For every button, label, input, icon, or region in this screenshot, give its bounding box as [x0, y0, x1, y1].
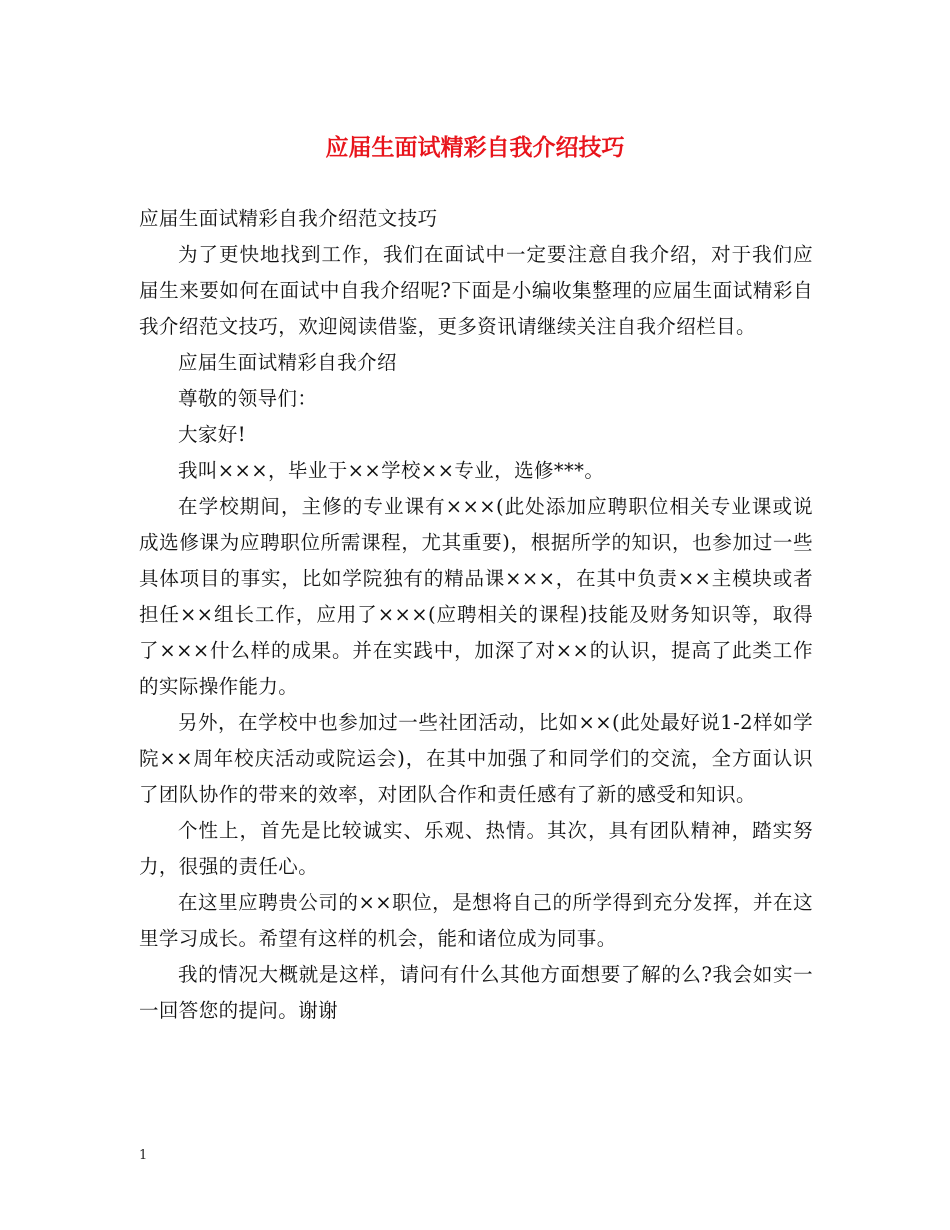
paragraph: 大家好! — [178, 423, 246, 446]
paragraph: 我叫×××，毕业于××学校××专业，选修***。 — [178, 459, 605, 482]
paragraph: 在学校期间，主修的专业课有×××(此处添加应聘职位相关专业课或说成选修课为应聘职位所需课程，尤其重要)，根据所学的知识，也参加过一些具体项目的事实，比如学院独有的精品课×××，在其中负责××主模块或者担任××组长工作，应用了×××(应聘相关的课程)技能及财务知识等，取得了×××什么样的成果。并在实践中，加深了对××的认识，提高了此类工作的实际操作能力。 — [139, 495, 813, 698]
paragraph: 我的情况大概就是这样，请问有什么其他方面想要了解的么?我会如实一一回答您的提问。谢谢 — [139, 963, 813, 1022]
paragraph: 应届生面试精彩自我介绍范文技巧 — [139, 207, 438, 230]
paragraph: 在这里应聘贵公司的××职位，是想将自己的所学得到充分发挥，并在这里学习成长。希望有这样的机会，能和诸位成为同事。 — [139, 891, 813, 950]
paragraph: 尊敬的领导们： — [178, 387, 318, 410]
paragraph: 应届生面试精彩自我介绍 — [178, 351, 397, 374]
document-body — [139, 201, 813, 1029]
paragraph: 个性上，首先是比较诚实、乐观、热情。其次，具有团队精神，踏实努力，很强的责任心。 — [139, 819, 813, 878]
document-title: 应届生面试精彩自我介绍技巧 — [325, 134, 625, 161]
paragraph: 为了更快地找到工作，我们在面试中一定要注意自我介绍，对于我们应届生来要如何在面试中自我介绍呢?下面是小编收集整理的应届生面试精彩自我介绍范文技巧，欢迎阅读借鉴，更多资讯请继续关注自我介绍栏目。 — [139, 243, 813, 338]
paragraph: 另外，在学校中也参加过一些社团活动，比如××(此处最好说1-2样如学院××周年校庆活动或院运会)，在其中加强了和同学们的交流，全方面认识了团队协作的带来的效率，对团队合作和责任感有了新的感受和知识。 — [139, 711, 813, 806]
page-number: 1 — [139, 1148, 148, 1163]
